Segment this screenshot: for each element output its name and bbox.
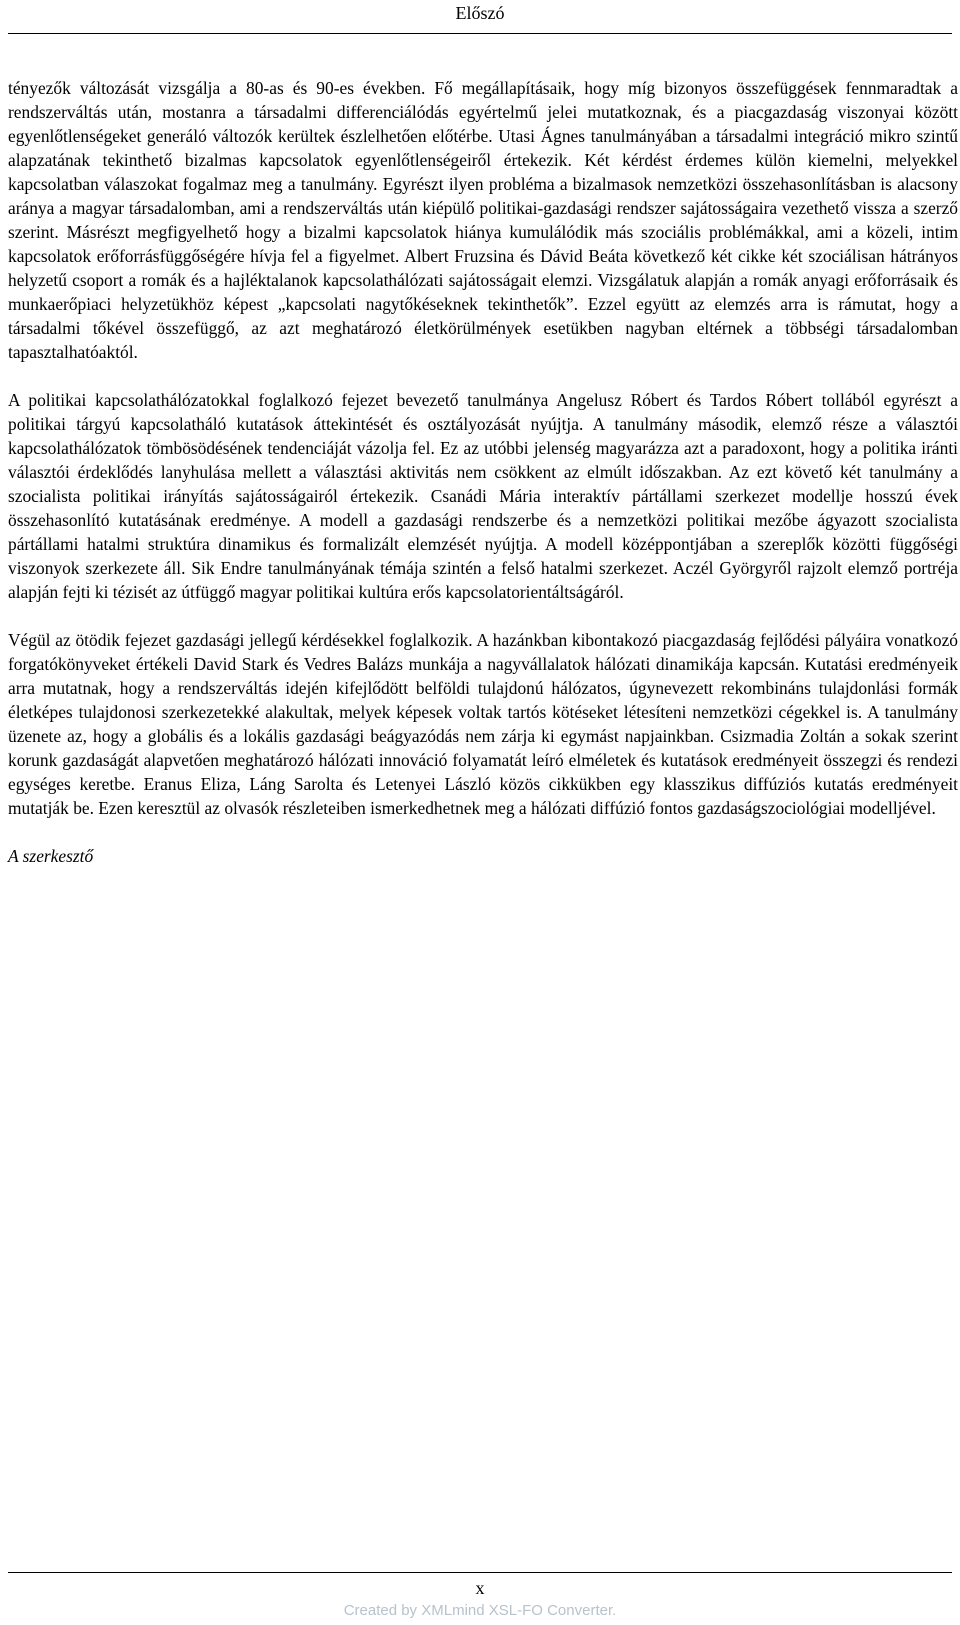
converter-watermark: Created by XMLmind XSL-FO Converter.	[343, 1602, 617, 1619]
paragraph-3: Végül az ötödik fejezet gazdasági jellegű kérdésekkel foglalkozik. A hazánkban kibontakozó piacgazdaság fejlődési pályáira vonatkozó forgatókönyveket értékeli David Stark és Vedres Balázs munkája a nagyvállalatok hálózati dinamikája kapcsán. Kutatási eredményeik arra mutatnak, hogy a rendszerváltás idején kifejlődött belföldi tulajdonú hálózatos, úgynevezett rekombináns tulajdonlási formák életképes tulajdonosi szerkezetekké alakultak, melyek képesek voltak tartós kötéseket létesíteni nemzetközi cégekkel is. A tanulmány üzenete az, hogy a globális és a lokális gazdasági beágyazódás nem zárja ki egymást napjainkban. Csizmadia Zoltán a sokak szerint korunk gazdaságát alapvetően meghatározó hálózati innováció folyamatát leíró elméletek és kutatások eredményeit összegzi és rendezi egységes keretbe. Eranus Eliza, Láng Sarolta és Letenyei László közös cikkükben egy klasszikus diffúziós kutatás eredményeit mutatják be. Ezen keresztül az olvasók részleteiben ismerkedhetnek meg a hálózati diffúzió fontos gazdaságszociológiai modelljével.	[8, 630, 958, 818]
editor-signature: A szerkesztő	[8, 846, 94, 866]
paragraph-1: tényezők változását vizsgálja a 80-as és 90-es években. Fő megállapításaik, hogy míg bizonyos összefüggések fennmaradtak a rendszerváltás után, mostanra a társadalmi differenciálódás egyértelmű jelei mutatkoznak, és a piacgazdaság viszonyai között egyenlőtlenségeket generáló változók kerültek észlelhetően előtérbe. Utasi Ágnes tanulmányában a társadalmi integráció mikro szintű alapzatának tekinthető bizalmas kapcsolatok egyenlőtlenségeiről értekezik. Két kérdést érdemes külön kiemelni, melyekkel kapcsolatban válaszokat fogalmaz meg a tanulmány. Egyrészt ilyen probléma a bizalmasok nemzetközi összehasonlításban is alacsony aránya a magyar társadalomban, ami a rendszerváltás után kiépülő politikai-gazdasági rendszer sajátosságaira vezethető vissza a szerző szerint. Másrészt megfigyelhető hogy a bizalmi kapcsolatok hiánya kumulálódik más szociális problémákkal, ami a közeli, intim kapcsolatok erőforrásfüggőségére hívja fel a figyelmet. Albert Fruzsina és Dávid Beáta következő két cikke két szociálisan hátrányos helyzetű csoport a romák és a hajléktalanok kapcsolathálózati sajátosságait elemzi. Vizsgálatuk alapján a romák anyagi erőforrásaik és munkaerőpiaci helyzetükhöz képest „kapcsolati nagytőkéseknek tekinthetők”. Ezzel együtt az elemzés arra is rámutat, hogy a társadalmi tőkével összefüggő, az azt meghatározó életkörülmények esetükben nagyban eltérnek a többségi társadalomban tapasztalhatóaktól.	[8, 78, 958, 362]
page-number: x	[475, 1578, 485, 1598]
running-header	[8, 0, 952, 34]
paragraph-2: A politikai kapcsolathálózatokkal foglalkozó fejezet bevezető tanulmánya Angelusz Róbert és Tardos Róbert tollából egyrészt a politikai tárgyú kapcsolatháló kutatások áttekintését és osztályozását nyújtja. A tanulmány második, elemző része a választói kapcsolathálózatok tömbösödésének tendenciáját vázolja fel. Ez az utóbbi jelenség magyarázza azt a paradoxont, hogy a politika iránti választói érdeklődés lanyhulása mellett a választási aktivitás nem csökkent az elmúlt időszakban. Az ezt követő két tanulmány a szocialista politikai irányítás sajátosságairól értekezik. Csanádi Mária interaktív pártállami szerkezet modellje hosszú évek összehasonlító kutatásának eredménye. A modell a gazdasági rendszerbe és a nemzetközi politikai mezőbe ágyazott szocialista pártállami hatalmi struktúra dinamikus és formalizált elemzését nyújtja. A modell középpontjában a szereplők közötti függőségi viszonyok szerkezete áll. Sik Endre tanulmányának témája szintén a felső hatalmi szerkezet. Aczél Györgyről rajzolt elemző portréja alapján fejti ki tézisét az útfüggő magyar politikai kultúra erős kapcsolatorientáltságáról.	[8, 390, 958, 602]
header-title: Előszó	[455, 3, 505, 23]
footer-divider	[8, 1572, 952, 1573]
body-text	[8, 76, 958, 868]
